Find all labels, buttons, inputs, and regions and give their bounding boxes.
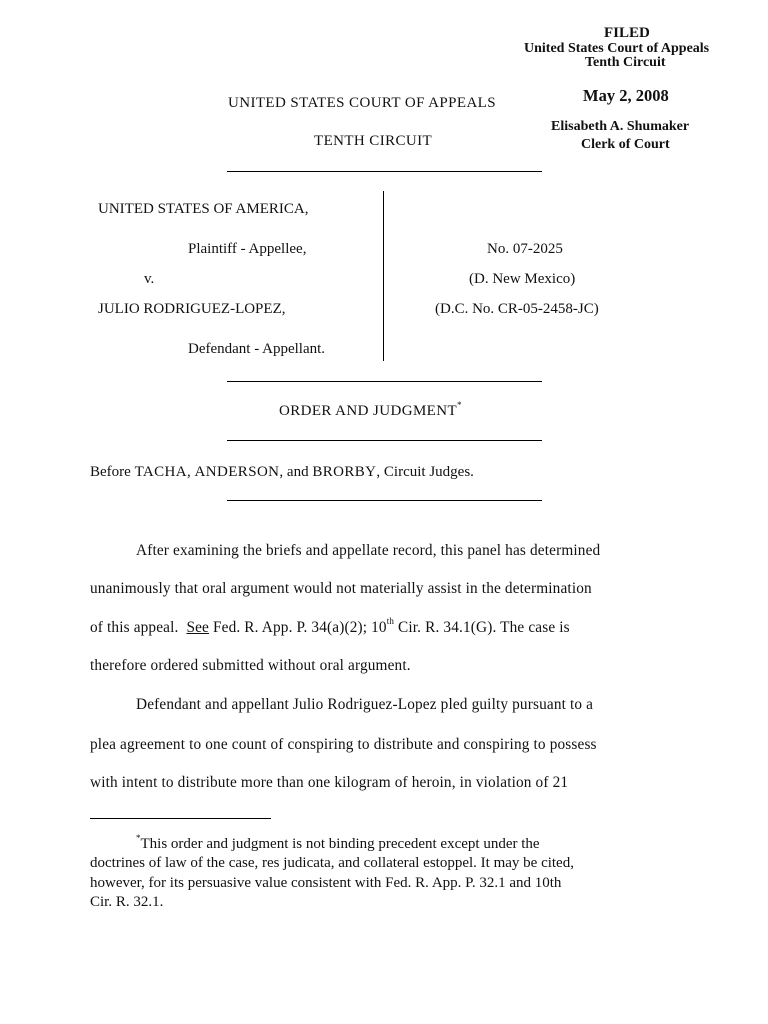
order-title (279, 400, 462, 420)
footnote-rule (90, 818, 271, 819)
header-rule (227, 171, 542, 172)
para2-line3: with intent to distribute more than one kilogram of heroin, in violation of 21 (90, 774, 569, 791)
panel-before: Before (90, 464, 131, 480)
para1-line3 (90, 616, 570, 637)
caption-rule (227, 381, 542, 382)
filed-court: United States Court of Appeals (524, 41, 710, 56)
para1-line3-b: Fed. R. App. P. 34(a)(2); 10 (212, 619, 387, 636)
footnote-text-1: This order and judgment is not binding precedent except under the (140, 836, 540, 852)
versus: v. (144, 271, 155, 287)
judge-tacha: TACHA (134, 464, 188, 480)
circuit-heading: TENTH CIRCUIT (314, 133, 433, 149)
defendant-name: JULIO RODRIGUEZ-LOPEZ, (98, 301, 286, 317)
para1-line1: After examining the briefs and appellate record, this panel has determined (136, 542, 601, 559)
footnote-line2: doctrines of law of the case, res judicata, and collateral estoppel. It may be cited, (90, 855, 574, 871)
judge-brorby: BRORBY (312, 464, 377, 480)
panel-rule (227, 500, 542, 501)
panel-sep2: , and (279, 464, 309, 480)
clerk-title: Clerk of Court (581, 137, 670, 152)
footnote-marker: * (136, 833, 141, 843)
para1-line3-c: Cir. R. 34.1(G). The case is (398, 619, 570, 636)
para2-line1: Defendant and appellant Julio Rodriguez-Lopez pled guilty pursuant to a (136, 696, 594, 713)
case-number: No. 07-2025 (487, 241, 563, 257)
judge-anderson: ANDERSON (194, 464, 280, 480)
footnote-line4: Cir. R. 32.1. (90, 894, 164, 910)
see-signal: See (186, 619, 209, 636)
filed-date: May 2, 2008 (583, 86, 669, 105)
filed-circuit: Tenth Circuit (585, 55, 666, 70)
para2-line2: plea agreement to one count of conspiring to distribute and conspiring to possess (90, 736, 597, 753)
clerk-name: Elisabeth A. Shumaker (551, 119, 690, 134)
caption-divider (383, 191, 384, 361)
footnote-line3: however, for its persuasive value consistent with Fed. R. App. P. 32.1 and 10th (90, 875, 562, 891)
title-rule (227, 440, 542, 441)
defendant-role: Defendant - Appellant. (188, 341, 326, 357)
ordinal-sup: th (386, 616, 395, 626)
court-heading: UNITED STATES COURT OF APPEALS (228, 95, 496, 111)
para1-line3-a: of this appeal. (90, 619, 179, 636)
footnote-line1 (136, 833, 540, 853)
para1-line4: therefore ordered submitted without oral argument. (90, 657, 411, 674)
plaintiff-name: UNITED STATES OF AMERICA, (98, 201, 309, 217)
plaintiff-role: Plaintiff - Appellee, (188, 241, 307, 257)
panel-line (90, 464, 474, 481)
district: (D. New Mexico) (469, 271, 576, 287)
panel-sep1: , (187, 464, 191, 480)
para1-line2: unanimously that oral argument would not materially assist in the determination (90, 580, 592, 597)
order-footnote-marker: * (457, 400, 462, 410)
order-title-text: ORDER AND JUDGMENT (279, 403, 458, 419)
filed-label: FILED (604, 25, 650, 41)
dc-number: (D.C. No. CR-05-2458-JC) (435, 301, 599, 317)
panel-suffix: , Circuit Judges. (376, 464, 474, 480)
